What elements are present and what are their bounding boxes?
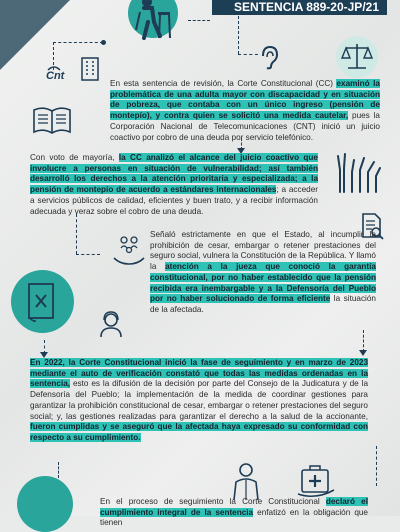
section-5-highlight: declaró el cumplimiento integral de la sentencia xyxy=(100,497,368,517)
section-1-highlight: examinó la problemática de una adulta mayor con discapacidad y en situación de pobreza, que contaba con un único ingreso (pensión de montepío), y contra quien se solicitó una medida cautelar, xyxy=(110,79,380,121)
family-care-icon xyxy=(112,234,146,270)
svg-text:Cnt: Cnt xyxy=(46,70,65,82)
connector-arrow xyxy=(359,350,367,356)
open-book-icon xyxy=(32,104,72,136)
section-5-part-1: En el proceso de seguimiento la Corte Constitucional xyxy=(100,497,326,506)
section-3-text xyxy=(150,230,376,316)
section-1-part-1: En esta sentencia de revisión, la Corte Constitucional (CC) xyxy=(110,79,337,88)
section-2-highlight: la CC analizó el alcance del juicio coactivo que involucre a personas en situación de vulnerabilidad; así también desarrolló los derechos a la atención prioritaria y especializada; a la pensión de montepío de acuerdo a estándares internacionales xyxy=(30,153,318,195)
section-2-part-1: Con voto de mayoría, xyxy=(30,153,119,162)
connector-line xyxy=(363,330,364,352)
bottom-icon-circle xyxy=(17,476,73,532)
connector-line xyxy=(76,214,77,254)
section-3-highlight: atención a la jueza que conoció la garantía constitucional, por no haber establecido que la pensión recibida era inembargable y a la Defensoría del Pueblo por no haber solucionado de forma eficiente xyxy=(150,262,376,304)
section-4-part-1: esto es la difusión de la decisión por parte del Consejo de la Judicatura y de la Defensoría del Pueblo; la implementación de la medida de coordinar gestiones para garantizar la prohibición constitucional de cesar, embargar o retener prestaciones del seguro social; y, las gestiones realizadas para garantizar el derecho a la salud de la accionante, xyxy=(30,379,368,421)
connector-line xyxy=(58,462,59,478)
connector-line xyxy=(238,54,258,55)
section-5-text xyxy=(100,497,368,529)
connector-line xyxy=(238,16,239,54)
section-1-part-2: pues la Corporación Nacional de Telecomunicaciones (CNT) inició un juicio coactivo por cobro de una deuda por servicio telefónico. xyxy=(110,111,380,142)
section-2-text xyxy=(30,153,318,217)
section-1-text xyxy=(110,79,380,143)
connector-line xyxy=(76,254,100,255)
connector-line xyxy=(376,446,377,486)
raised-hands-icon xyxy=(332,146,382,194)
section-4-highlight-2: fueron cumplidas y se aseguró que la afectada haya expresado su conformidad con respecto a su cumplimiento. xyxy=(30,422,368,442)
cnt-logo-icon xyxy=(44,62,78,82)
scale-justice-icon xyxy=(340,40,374,74)
corner-decoration xyxy=(0,0,70,70)
sentence-title-bar xyxy=(212,0,387,15)
medical-kit-icon xyxy=(296,460,336,498)
connector-line xyxy=(188,20,210,21)
section-3-part-2: la situación de la afectada. xyxy=(150,294,376,314)
sentence-title: SENTENCIA 889-20-JP/21 xyxy=(234,0,379,14)
ban-book-icon xyxy=(25,282,61,322)
section-4-highlight-1: En 2022, la Corte Constitucional inició la fase de seguimiento y en marzo de 2023 mediante el auto de verificación constató que todas las medidas ordenadas en la sentencia, xyxy=(30,358,368,389)
section-5-part-2: enfatizó en la obligación que tienen xyxy=(100,507,368,528)
connector-line xyxy=(53,42,103,43)
elderly-person-walker-icon xyxy=(130,0,176,40)
hearing-icon xyxy=(258,44,280,70)
section-4-text xyxy=(30,358,368,444)
judge-icon xyxy=(228,462,264,502)
section-2-part-2: ; a acceder a servicios públicos de calidad, eficientes y buen trato, y a recibir información adecuada y veraz sobre el cobro de una deuda. xyxy=(30,185,318,216)
building-icon xyxy=(80,56,100,82)
connector-dot xyxy=(101,40,106,45)
support-agent-icon xyxy=(98,310,124,338)
section-3-part-1: Señaló estrictamente en que el Estado, al incumplir la prohibición de cesar, embargar o retener prestaciones del seguro social, vulnera la Constitución de la República. Y llamó la xyxy=(150,230,376,272)
